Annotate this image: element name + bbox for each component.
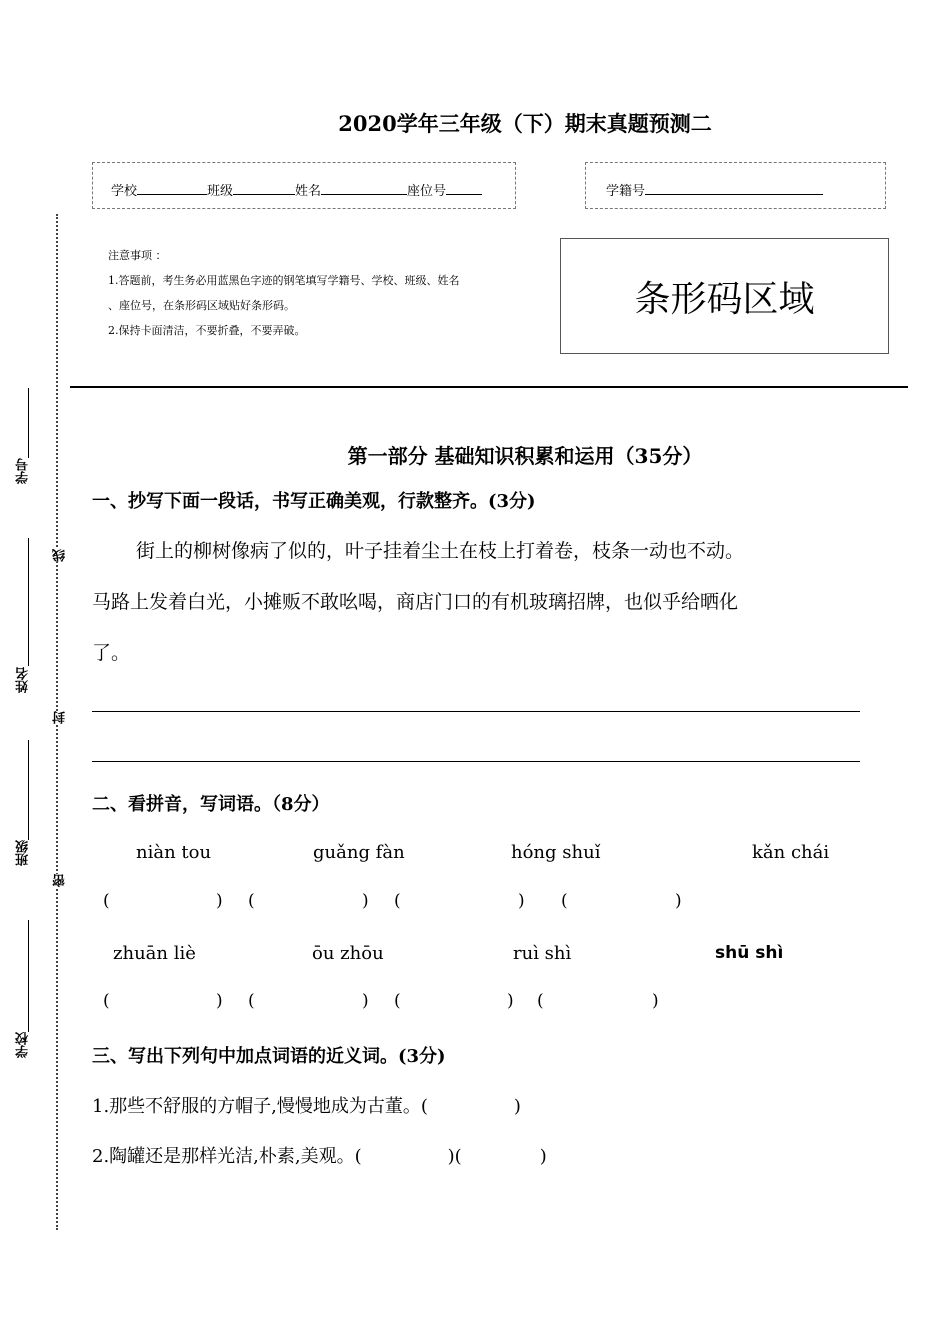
student-no-label: 学号 [16,458,31,484]
pinyin: kǎn chái [752,842,830,863]
answer-open-paren: ( [537,991,544,1011]
answer-close-paren: ) [362,891,369,911]
name-blank[interactable] [321,182,407,195]
name-label: 姓名 [295,184,322,199]
question-2-title: 二、看拼音，写词语。（8分） [92,794,330,815]
notes-heading: 注意事项 ： [108,249,167,262]
answer-close-paren: ) [216,991,223,1011]
question-3-item-2 [92,1142,547,1168]
answer-close-paren: ) [652,991,659,1011]
writing-line[interactable] [92,761,860,762]
answer-open-paren: ( [561,891,568,911]
answer-close-paren: ) [216,891,223,911]
answer-open-paren: ( [103,891,110,911]
pinyin: hóng shuǐ [511,842,601,863]
student-id-blank[interactable] [645,182,823,195]
header-divider [70,386,908,388]
student-info-box [92,162,516,209]
item-close: ) [513,1096,521,1117]
student-id-box [585,162,886,209]
answer-close-paren: ) [675,891,682,911]
notes-line: 1.答题前，考生务必用蓝黑色字迹的钢笔填写学籍号、学校、班级、姓名 [108,274,460,287]
copy-text-line: 了。 [92,642,131,664]
student-no-line[interactable] [28,388,29,458]
answer-close-paren: ) [507,991,514,1011]
student-id-label: 学籍号 [606,184,646,199]
answer-close-paren: ) [362,991,369,1011]
answer-open-paren: ( [394,991,401,1011]
section-heading: 第一部分 基础知识积累和运用（35分） [347,444,703,468]
question-3-item-1 [92,1092,521,1118]
answer-open-paren: ( [103,991,110,1011]
seat-label: 座位号 [407,184,447,199]
class-label-margin: 班级 [16,840,31,866]
answer-close-paren: ) [518,891,525,911]
class-label: 班级 [207,184,234,199]
notes [108,243,460,343]
seal-char-feng: 封 [53,711,68,724]
school-label: 学校 [111,184,138,199]
pinyin: ruì shì [513,943,572,964]
pinyin: zhuān liè [113,943,196,964]
seal-char-mi: 密 [53,874,68,887]
seal-char-xian: 线 [53,549,68,562]
item-text: 1.那些不舒服的方帽子,慢慢地成为古董。( [92,1096,428,1117]
class-blank[interactable] [233,182,295,195]
item-mid: )( [447,1146,462,1167]
school-label-margin: 学校 [16,1032,31,1058]
pinyin: guǎng fàn [313,842,405,863]
writing-line[interactable] [92,711,860,712]
copy-text-line: 街上的柳树像病了似的，叶子挂着尘土在枝上打着卷，枝条一动也不动。 [136,540,745,562]
pinyin: niàn tou [136,842,212,863]
school-blank[interactable] [137,182,207,195]
pinyin: ōu zhōu [312,943,384,964]
barcode-area: 条形码区域 [560,238,889,354]
name-line[interactable] [28,538,29,666]
class-line[interactable] [28,740,29,840]
answer-open-paren: ( [248,991,255,1011]
item-close: ) [539,1146,547,1167]
seat-blank[interactable] [446,182,482,195]
page-title: 2020学年三年级（下）期末真题预测二 [338,111,712,136]
school-line[interactable] [28,920,29,1032]
question-3-title: 三、写出下列句中加点词语的近义词。(3分) [92,1046,446,1067]
pinyin: shū shì [715,943,784,963]
name-label-margin: 姓名 [16,667,31,693]
question-1-title: 一、抄写下面一段话，书写正确美观，行款整齐。(3分) [92,491,536,512]
notes-line: 2.保持卡面清洁，不要折叠，不要弄破。 [108,324,306,337]
item-text: 2.陶罐还是那样光洁,朴素,美观。( [92,1146,362,1167]
answer-open-paren: ( [248,891,255,911]
copy-text-line: 马路上发着白光，小摊贩不敢吆喝，商店门口的有机玻璃招牌，也似乎给晒化 [92,591,739,613]
notes-line: 、座位号，在条形码区域贴好条形码。 [108,299,295,312]
answer-open-paren: ( [394,891,401,911]
